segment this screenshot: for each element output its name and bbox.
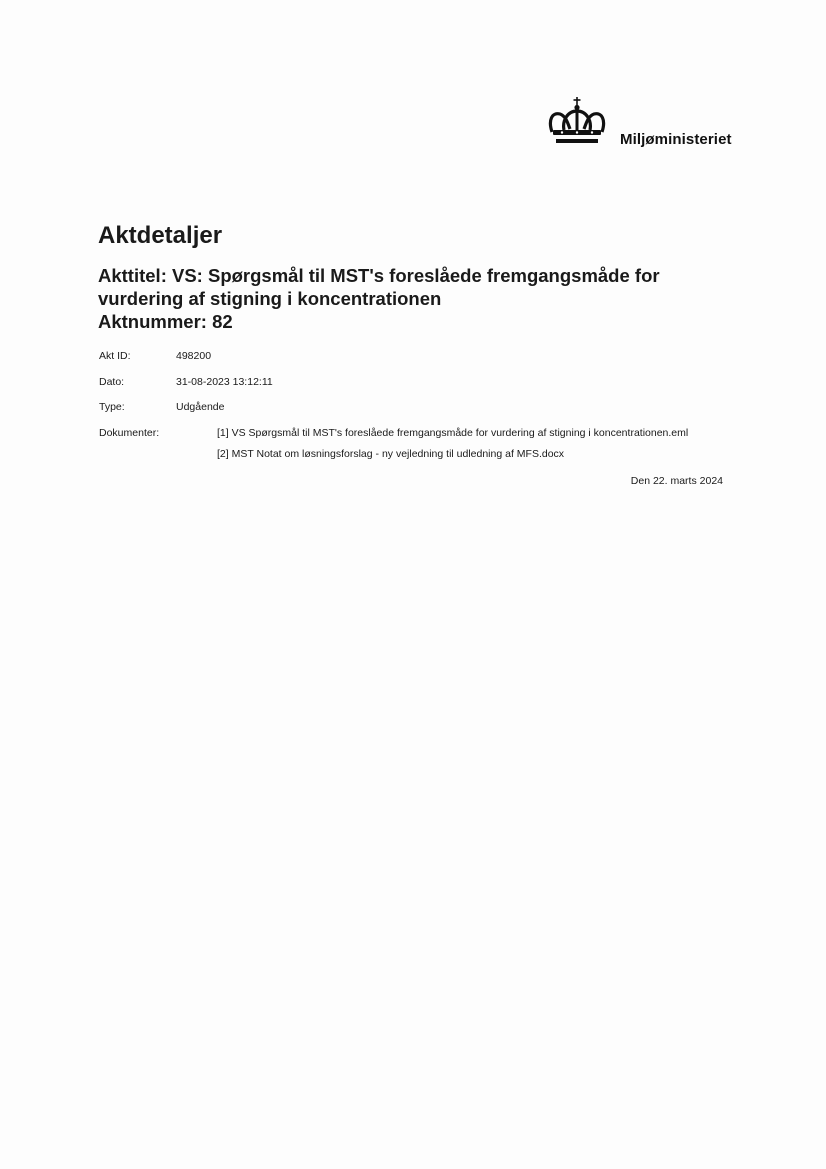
field-value-dato: 31-08-2023 13:12:11 [176,376,273,388]
field-value-type: Udgående [176,401,225,413]
document-list-item[interactable]: [1] VS Spørgsmål til MST's foreslåede fremgangsmåde for vurdering af stigning i koncentrationen.eml [217,427,689,439]
page-title: Aktdetaljer [98,222,223,249]
act-title-line-2: vurdering af stigning i koncentrationen [98,288,442,309]
field-label-dato: Dato: [99,376,125,388]
act-title-line-1: Akttitel: VS: Spørgsmål til MST's foreslåede fremgangsmåde for [98,265,660,286]
field-label-dokumenter: Dokumenter: [99,427,160,439]
organization-name: Miljøministeriet [620,131,732,148]
ministry-logo [546,96,746,152]
document-list-item[interactable]: [2] MST Notat om løsningsforslag - ny vejledning til udledning af MFS.docx [217,448,565,460]
field-label-type: Type: [99,401,125,413]
field-label-akt-id: Akt ID: [99,350,131,362]
field-value-akt-id: 498200 [176,350,212,362]
crown-icon [546,96,608,148]
document-date: Den 22. marts 2024 [630,475,723,487]
act-heading [98,264,738,333]
act-number: Aktnummer: 82 [98,311,233,332]
